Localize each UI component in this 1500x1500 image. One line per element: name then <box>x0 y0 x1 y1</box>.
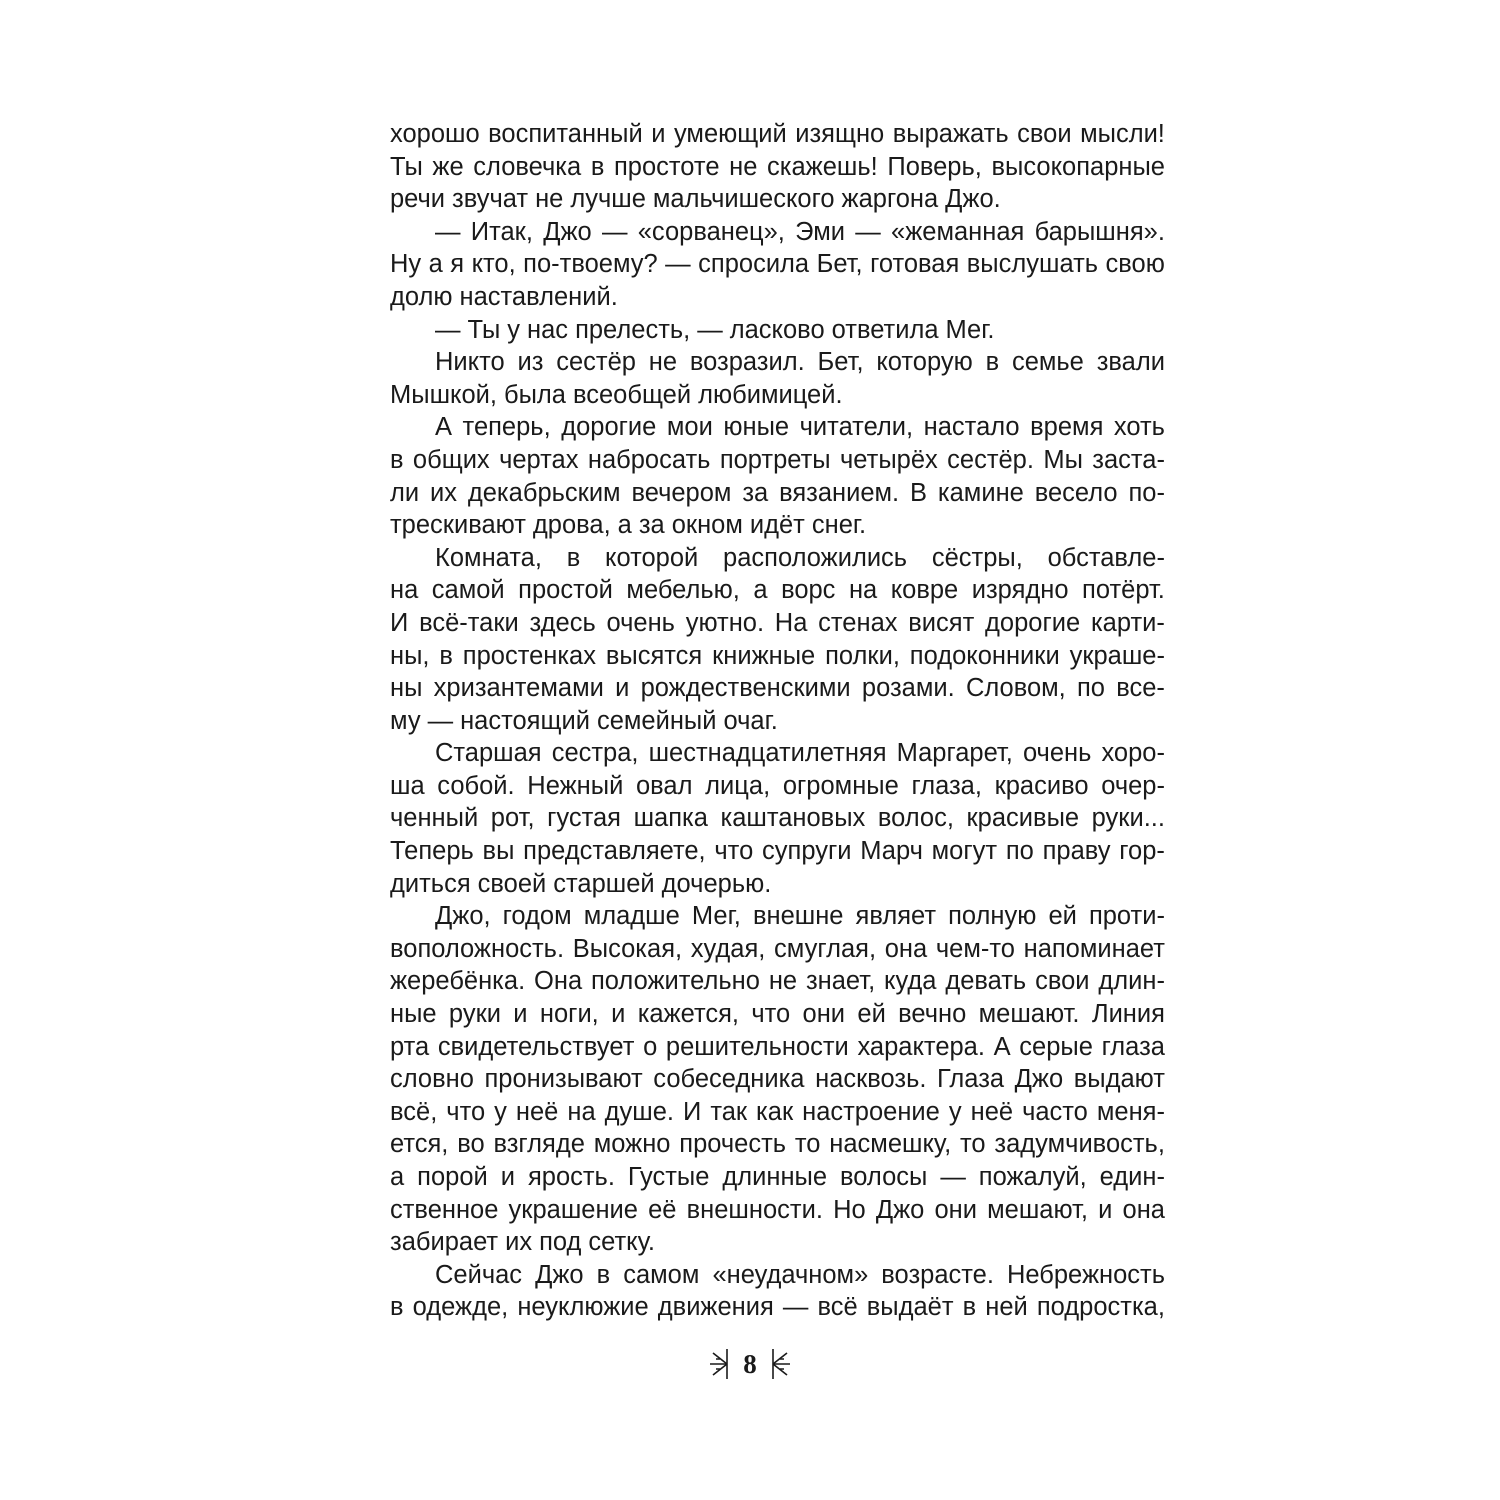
text-line: Теперь вы представляете, что супруги Марч могут по праву гор- <box>390 837 1165 866</box>
text-line: — Ты у нас прелесть, — ласково ответила Мег. <box>435 315 995 344</box>
text-line: диться своей старшей дочерью. <box>390 869 772 898</box>
text-line: ны хризантемами и рождественскими розами. Словом, по все- <box>390 674 1165 703</box>
text-line: речи звучат не лучше мальчишеского жаргона Джо. <box>390 185 1001 214</box>
ornament-right-icon <box>771 1347 793 1381</box>
text-line: а порой и ярость. Густые длинные волосы — пожалуй, един- <box>390 1163 1165 1191</box>
text-line: Сейчас Джо в самом «неудачном» возрасте. Небрежность <box>435 1260 1165 1289</box>
text-line: И всё-таки здесь очень уютно. На стенах висят дорогие карти- <box>390 608 1165 637</box>
book-page-text <box>390 118 1165 1324</box>
text-line: ли их декабрьским вечером за вязанием. В камине весело по- <box>390 478 1165 507</box>
text-line: воположность. Высокая, худая, смуглая, она чем-то напоминает <box>390 934 1165 963</box>
ornament-left-icon <box>707 1347 729 1381</box>
text-line: на самой простой мебелью, а ворс на ковре изрядно потёрт. <box>390 576 1165 605</box>
text-line: словно пронизывают собеседника насквозь. Глаза Джо выдают <box>390 1065 1165 1094</box>
text-line: трескивают дрова, а за окном идёт снег. <box>390 511 867 540</box>
text-line: всё, что у неё на душе. И так как настроение у неё часто меня- <box>390 1097 1165 1126</box>
text-line: ные руки и ноги, и кажется, что они ей вечно мешают. Линия <box>390 1000 1165 1029</box>
text-line: ны, в простенках высятся книжные полки, подоконники украше- <box>390 641 1165 670</box>
text-line: — Итак, Джо — «сорванец», Эми — «жеманная барышня». <box>435 217 1165 246</box>
text-line: ственное украшение её внешности. Но Джо они мешают, и она <box>390 1195 1165 1224</box>
text-line: Никто из сестёр не возразил. Бет, которую в семье звали <box>435 348 1165 377</box>
text-line: ченный рот, густая шапка каштановых волос, красивые руки... <box>390 804 1165 833</box>
text-line: Ну а я кто, по-твоему? — спросила Бет, готовая выслушать свою <box>390 250 1165 279</box>
text-line: му — настоящий семейный очаг. <box>390 706 778 735</box>
text-line: ется, во взгляде можно прочесть то насмешку, то задумчивость, <box>390 1130 1165 1159</box>
text-line: Мышкой, была всеобщей любимицей. <box>390 380 843 409</box>
text-line: Старшая сестра, шестнадцатилетняя Маргарет, очень хоро- <box>435 739 1165 768</box>
text-line: Комната, в которой расположились сёстры, обставле- <box>435 543 1165 572</box>
text-line: хорошо воспитанный и умеющий изящно выражать свои мысли! <box>390 120 1165 148</box>
text-line: Ты же словечка в простоте не скажешь! Поверь, высокопарные <box>390 152 1165 181</box>
text-line: Джо, годом младше Мег, внешне являет полную ей проти- <box>435 902 1165 931</box>
text-line: забирает их под сетку. <box>390 1228 655 1257</box>
text-line: А теперь, дорогие мои юные читатели, настало время хоть <box>435 413 1165 442</box>
page-footer <box>0 1344 1500 1384</box>
text-line: в одежде, неуклюжие движения — всё выдаёт в ней подростка, <box>390 1293 1165 1322</box>
text-line: рта свидетельствует о решительности характера. А серые глаза <box>390 1032 1165 1061</box>
text-line: жеребёнка. Она положительно не знает, куда девать свои длин- <box>390 967 1165 996</box>
text-line: ша собой. Нежный овал лица, огромные глаза, красиво очер- <box>390 771 1165 800</box>
text-line: долю наставлений. <box>390 282 618 311</box>
text-line: в общих чертах набросать портреты четырёх сестёр. Мы заста- <box>390 445 1165 474</box>
page-number: 8 <box>743 1349 757 1379</box>
